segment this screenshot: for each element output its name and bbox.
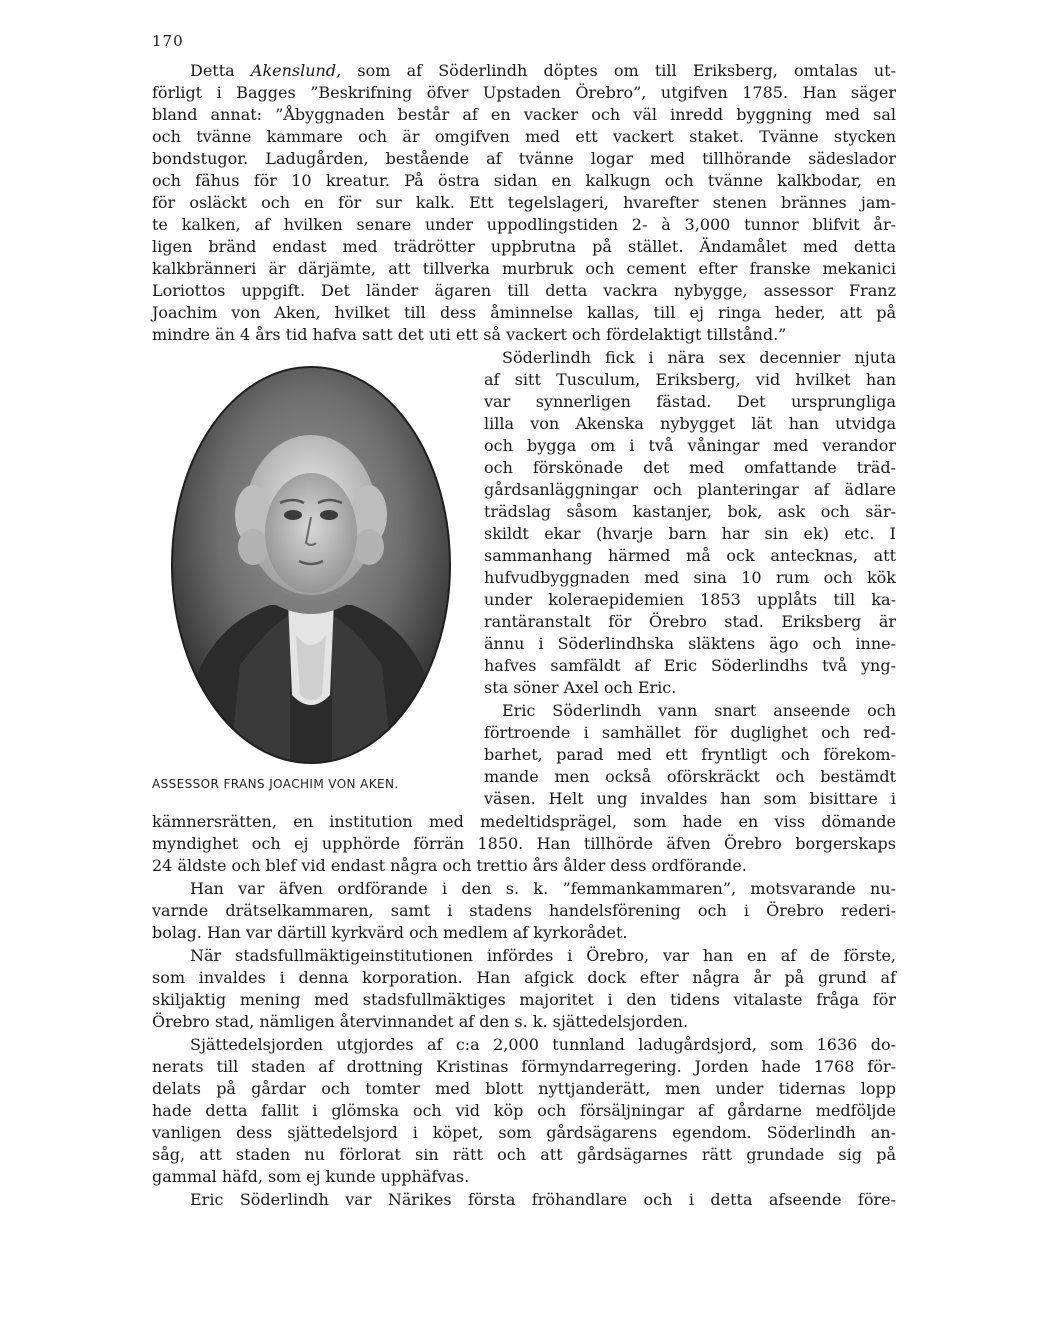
text-line: var synnerligen fästad. Det ursprungliga: [484, 392, 896, 411]
text-line: Joachim von Aken, hvilket till dess åminnelse kallas, till ej ringa heder, att på: [152, 303, 896, 322]
text-line: gårdsanläggningar och planteringar af ädlare: [484, 480, 896, 499]
text-line: bolag. Han var därtill kyrkvärd och medlem af kyrkorådet.: [152, 923, 628, 942]
text-line: för osläckt och en för sur kalk. Ett tegelslageri, hvarefter stenen brännes jam-: [152, 193, 896, 212]
text-line: Sjättedelsjorden utgjordes af c:a 2,000 tunnland ladugårdsjord, som 1636 do-: [190, 1035, 896, 1054]
text-line: barhet, parad med ett fryntligt och förekom-: [484, 745, 896, 764]
text-line: sta söner Axel och Eric.: [484, 678, 677, 697]
text-line: Eric Söderlindh vann snart anseende och: [502, 701, 896, 720]
portrait-image: [170, 365, 452, 765]
text-line: hade detta fallit i glömska och vid köp och försäljningar af gårdarne medföljde: [152, 1101, 896, 1120]
text-line: bondstugor. Ladugården, bestående af tvänne logar med tillhörande sädeslador: [152, 149, 896, 168]
text-line: och förskönade det med omfattande träd-: [484, 458, 896, 477]
text-line: Loriottos uppgift. Det länder ägaren till detta vackra nybygge, assessor Franz: [152, 281, 896, 300]
portrait-caption: ASSESSOR FRANS JOACHIM VON AKEN.: [152, 777, 399, 791]
text-line: lilla von Akenska nybygget lät han utvidga: [484, 414, 896, 433]
text-line: vanligen dess sjättedelsjord i köpet, som gårdsägarens egendom. Söderlindh an-: [152, 1123, 896, 1142]
text-line: skiljaktig mening med stadsfullmäktiges majoritet i den tidens vitalaste fråga för: [152, 990, 896, 1009]
text-line: såg, att staden nu förlorat sin rätt och att gårdsägarnes rätt grundade sig på: [152, 1145, 896, 1164]
text-line: nerats till staden af drottning Kristinas förmyndarregering. Jorden hade 1768 för-: [152, 1057, 896, 1076]
text-line: hafves samfäldt af Eric Söderlindhs två yng-: [484, 656, 896, 675]
text-line: varnde drätselkammaren, samt i stadens handelsförening och i Örebro rederi-: [152, 901, 896, 920]
text-line: skildt ekar (hvarje barn har sin ek) etc. I: [484, 524, 896, 543]
text-line: mande men också oförskräckt och bestämdt: [484, 767, 896, 786]
text-line: kämnersrätten, en institution med medeltidsprägel, som hade en viss dömande: [152, 812, 896, 831]
text-fragment: Detta: [190, 61, 251, 80]
text-line: rantäranstalt för Örebro stad. Eriksberg är: [484, 612, 896, 631]
text-line: gammal häfd, som ej kunde upphäfvas.: [152, 1167, 470, 1186]
text-line: trädslag såsom kastanjer, bok, ask och sär-: [484, 502, 896, 521]
text-line: som invaldes i denna korporation. Han afgick dock efter några år på grund af: [152, 968, 896, 987]
text-line: och fähus för 10 kreatur. På östra sidan en kalkugn och tvänne kalkbodar, en: [152, 171, 896, 190]
page-number: 170: [152, 32, 184, 50]
text-line: och bygga om i två våningar med verandor: [484, 436, 896, 455]
italic-title: Akenslund,: [250, 61, 342, 80]
text-line: ännu i Söderlindhska släktens ägo och inne-: [484, 634, 896, 653]
text-line: under koleraepidemien 1853 upplåts till ka-: [484, 590, 896, 609]
text-line: väsen. Helt ung invaldes han som bisittare i: [484, 789, 896, 808]
text-line: hufvudbyggnaden med sina 10 rum och kök: [484, 568, 896, 587]
text-line: myndighet och ej upphörde förrän 1850. Han tillhörde äfven Örebro borgerskaps: [152, 834, 896, 853]
text-line: af sitt Tusculum, Eriksberg, vid hvilket han: [484, 370, 896, 389]
text-line: Söderlindh fick i nära sex decennier njuta: [502, 348, 896, 367]
text-line: mindre än 4 års tid hafva satt det uti ett så vackert och fördelaktigt tillstånd.”: [152, 325, 787, 344]
text-line: ligen bränd endast med trädrötter uppbrutna på stället. Ändamålet med detta: [152, 237, 896, 256]
text-line: och tvänne kammare och är omgifven med ett vackert staket. Tvänne stycken: [152, 127, 896, 146]
text-line: förtroende i samhället för duglighet och red-: [484, 723, 896, 742]
text-line: Örebro stad, nämligen återvinnandet af den s. k. sjättedelsjorden.: [152, 1012, 689, 1031]
text-line: 24 äldste och blef vid endast några och trettio års ålder dess ordförande.: [152, 856, 747, 875]
text-line: Han var äfven ordförande i den s. k. ”femmankammaren”, motsvarande nu-: [190, 879, 896, 898]
text-line: sammanhang härmed må ock antecknas, att: [484, 546, 896, 565]
text-line: kalkbränneri är därjämte, att tillverka murbruk och cement efter franske mekanici: [152, 259, 896, 278]
text-line: delats på gårdar och tomter med blott nyttjanderätt, men under tidernas lopp: [152, 1079, 896, 1098]
text-line: bland annat: ”Åbyggnaden består af en vacker och väl inredd byggning med sal: [152, 105, 896, 124]
text-line: [190, 60, 896, 82]
text-line: förligt i Bagges ”Beskrifning öfver Upstaden Örebro”, utgifven 1785. Han säger: [152, 83, 896, 102]
text-fragment: som af Söderlindh döptes om till Eriksberg, omtalas ut-: [341, 61, 897, 80]
text-line: När stadsfullmäktigeinstitutionen infördes i Örebro, var han en af de förste,: [190, 946, 896, 965]
text-line: Eric Söderlindh var Närikes första fröhandlare och i detta afseende före-: [190, 1190, 896, 1209]
text-line: te kalken, af hvilken senare under uppodlingstiden 2- à 3,000 tunnor blifvit år-: [152, 215, 896, 234]
